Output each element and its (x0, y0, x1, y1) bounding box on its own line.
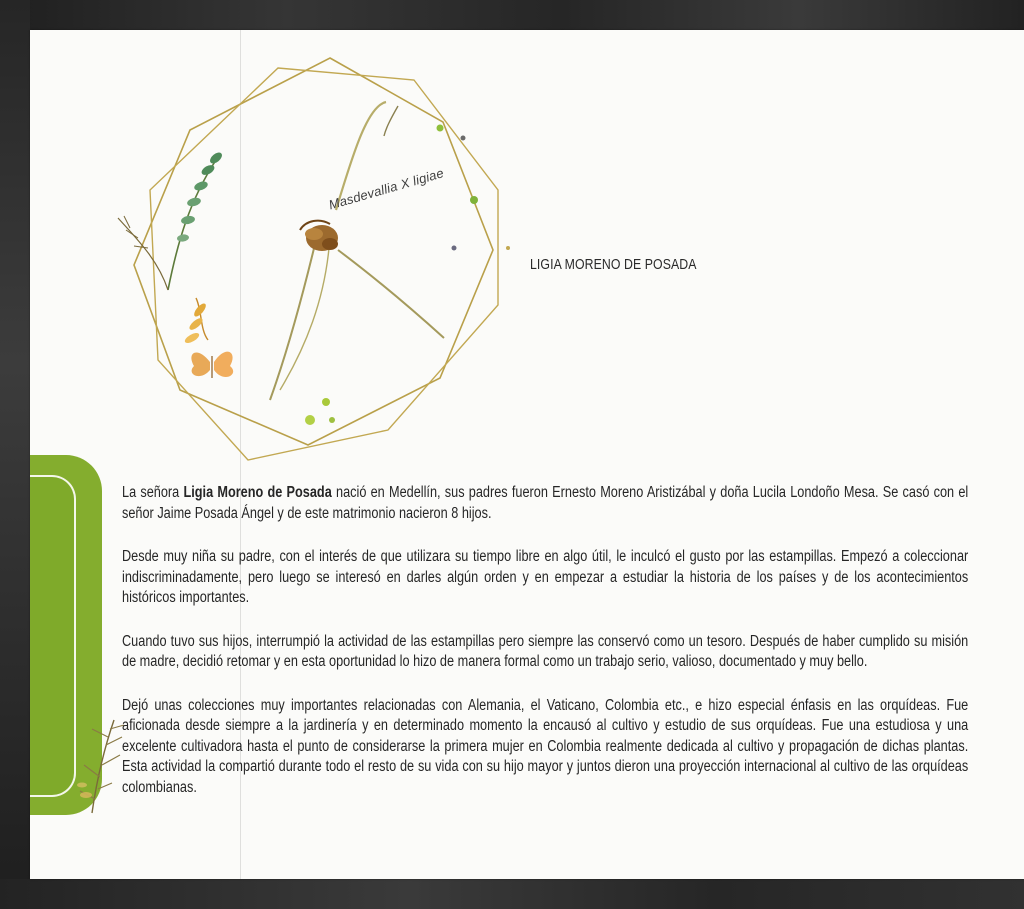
paragraph-1-intro: La señora (122, 484, 184, 501)
page-title: LIGIA MORENO DE POSADA (530, 256, 697, 273)
scan-background-bottom (0, 879, 1024, 909)
fern-sprig-icon (118, 150, 224, 290)
scan-background-top (0, 0, 1024, 30)
envelope-sheet (30, 30, 1024, 879)
paragraph-1-rest: nació en Medellín, sus padres fueron Ernesto Moreno Aristizábal y doña Lucila Londoño Mesa. Se casó con el señor Jaime Posada Ángel y de este matrimonio nacieron 8 hijos. (122, 484, 969, 522)
scan-background-left (0, 0, 30, 909)
paragraph-4: Dejó unas colecciones muy importantes relacionadas con Alemania, el Vaticano, Colombia etc., e hizo especial énfasis en las orquídeas. Fue aficionada desde siempre a la jardinería y en determinado momento la encausó al cultivo y estudio de sus orquídeas. Fue una estudiosa y una excelente cultivadora hasta el punto de considerarse la primera mujer en Colombia realmente dedicada al cultivo y propagación de dichas plantas. Esta actividad la compartió durante todo el resto de su vida con su hijo mayor y juntos dieron una proyección internacional al cultivo de las orquídeas colombianas. (122, 696, 969, 796)
paragraph-1-name: Ligia Moreno de Posada (183, 484, 332, 501)
paragraph-2: Desde muy niña su padre, con el interés de que utilizara su tiempo libre en algo útil, le inculcó el gusto por las estampillas. Empezó a coleccionar indiscriminadamente, pero luego se interesó en darles algún orden y en empezar a estudiar la historia de los países y de los acontecimientos históricos importantes. (122, 548, 969, 606)
biography-text (122, 483, 968, 821)
species-label: Masdevallia X ligiae (327, 165, 446, 213)
butterfly-icon (183, 298, 233, 378)
orchid-flower (270, 102, 444, 400)
paragraph-1 (122, 483, 968, 524)
orchid-illustration (68, 40, 548, 470)
paragraph-3: Cuando tuvo sus hijos, interrumpió la actividad de las estampillas pero siempre las conservó como un tesoro. Después de haber cumplido su misión de madre, decidió retomar y en esta oportunidad lo hizo de manera formal como un trabajo serio, valioso, documentado y muy bello. (122, 632, 969, 670)
